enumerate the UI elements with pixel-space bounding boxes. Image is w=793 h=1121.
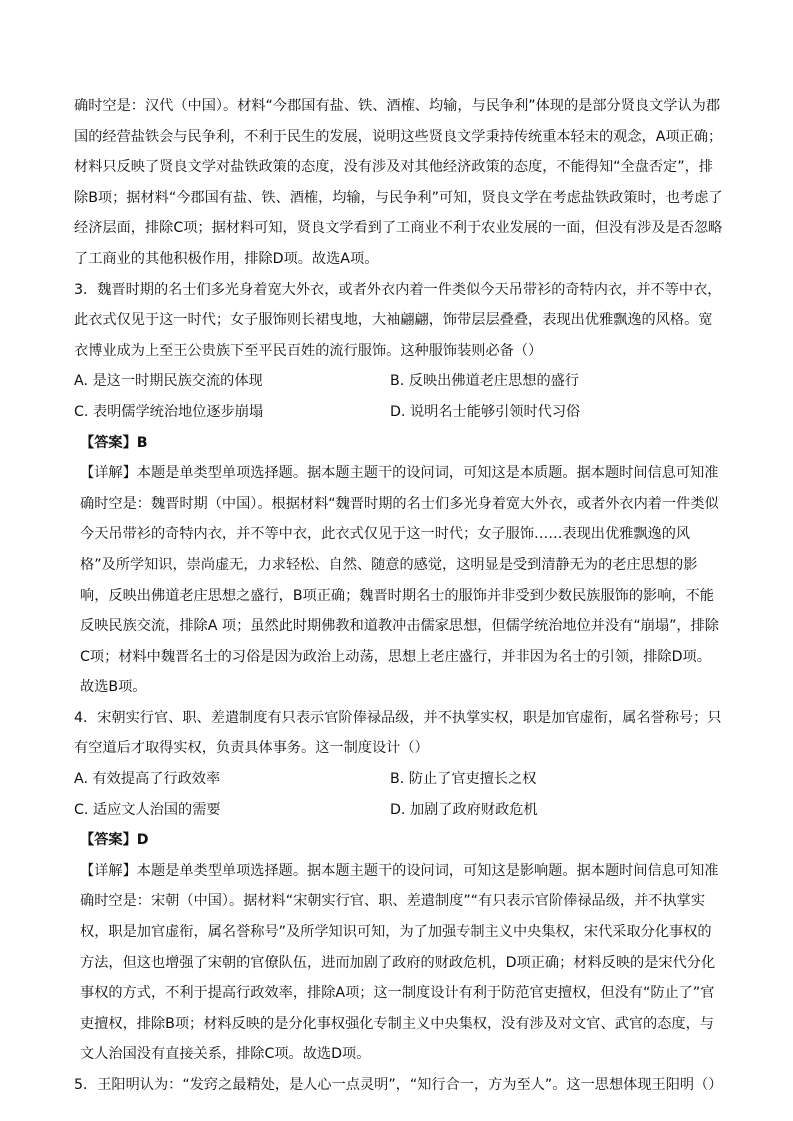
question-5 [74, 1070, 724, 1101]
options-list [74, 366, 724, 427]
question-stem: 4．宋朝实行官、职、差遣制度有只表示官阶俸禄品级，并不执掌实权，职是加官虚衔，属名誉称号；只有空道后才取得实权，负责具体事务。这一制度设计（） [74, 709, 722, 757]
option-b: B. 反映出佛道老庄思想的盛行 [390, 373, 580, 390]
option-d: D. 加剧了政府财政危机 [390, 801, 538, 818]
answer-label: 【答案】B [80, 434, 148, 451]
intro-paragraph: 确时空是：汉代（中国）。材料“今郡国有盐、铁、酒榷、均输，与民争利”体现的是部分贤良文学认为郡国的经营盐铁会与民争利，不利于民生的发展，说明这些贤良文学秉持传统重本轻末的观念，A项正确；材料只反映了贤良文学对盐铁政策的态度，没有涉及对其他经济政策的态度，不能得知“全盘否定”，排除B项；据材料“今郡国有盐、铁、酒榷，均输，与民争利”可知，贤良文学在考虑盐铁政策时，也考虑了经济层面，排除C项；据材料可知，贤良文学看到了工商业不利于农业发展的一面，但没有涉及是否忽略了工商业的其他积极作用，排除D项。故选A项。 [74, 98, 723, 267]
option-d: D. 说明名士能够引领时代习俗 [390, 403, 581, 420]
question-stem: 3．魏晋时期的名士们多光身着宽大外衣，或者外衣内着一件类似今天吊带衫的奇特内衣，并不等中衣，此衣式仅见于这一时代；女子服饰则长裙曳地，大袖翩翩，饰带层层叠叠，表现出优雅飘逸的风格。宽衣博业成为上至王公贵族下至平民百姓的流行服饰。这种服饰装则必备（） [74, 281, 722, 359]
option-a: A. 有效提高了行政效率 [74, 771, 221, 788]
options-list [74, 764, 724, 825]
option-b: B. 防止了官吏擅长之权 [390, 771, 537, 788]
question-4 [74, 703, 724, 1070]
document-body [74, 91, 724, 1101]
answer-label: 【答案】D [80, 832, 149, 849]
detail-explanation: 【详解】本题是单类型单项选择题。据本题主题干的设问词，可知这是影响题。据本题时间信息可知准确时空是：宋朝（中国）。据材料“宋朝实行官、职、差遣制度”“有只表示官阶俸禄品级，并不执掌实权，职是加官虚衔，属名誉称号”及所学知识可知，为了加强专制主义中央集权，宋代采取分化事权的方法，但这也增强了宋朝的官僚队伍，进而加剧了政府的财政危机，D项正确；材料反映的是宋代分化事权的方式，不利于提高行政效率，排除A项；这一制度设计有利于防范官吏擅权，但没有“防止了”官吏擅权，排除B项；材料反映的是分化事权强化专制主义中央集权，没有涉及对文官、武官的态度，与文人治国没有直接关系，排除C项。故选D项。 [80, 862, 719, 1063]
option-a: A. 是这一时期民族交流的体现 [74, 373, 263, 390]
question-3 [74, 275, 724, 703]
question-stem: 5．王阳明认为：“发窍之最精处，是人心一点灵明”，“知行合一，方为至人”。这一思想体现王阳明（） [74, 1077, 723, 1093]
detail-explanation: 【详解】本题是单类型单项选择题。据本题主题干的设问词，可知这是本质题。据本题时间信息可知准确时空是：魏晋时期（中国）。根据材料“魏晋时期的名士们多光身着宽大外衣，或者外衣内着一件类似今天吊带衫的奇特内衣，并不等中衣，此衣式仅见于这一时代；女子服饰……表现出优雅飘逸的风格”及所学知识，崇尚虚无，力求轻松、自然、随意的感觉，这明显是受到清静无为的老庄思想的影响，反映出佛道老庄思想之盛行，B项正确；魏晋时期名士的服饰并非受到少数民族服饰的影响，不能反映民族交流，排除A 项；虽然此时期佛教和道教冲击儒家思想，但儒学统治地位并没有“崩塌”，排除C项；材料中魏晋名士的习俗是因为政治上动荡，思想上老庄盛行，并非因为名士的引领，排除D项。故选B项。 [80, 465, 719, 696]
option-c: C. 表明儒学统治地位逐步崩塌 [74, 403, 264, 420]
option-c: C. 适应文人治国的需要 [74, 801, 221, 818]
